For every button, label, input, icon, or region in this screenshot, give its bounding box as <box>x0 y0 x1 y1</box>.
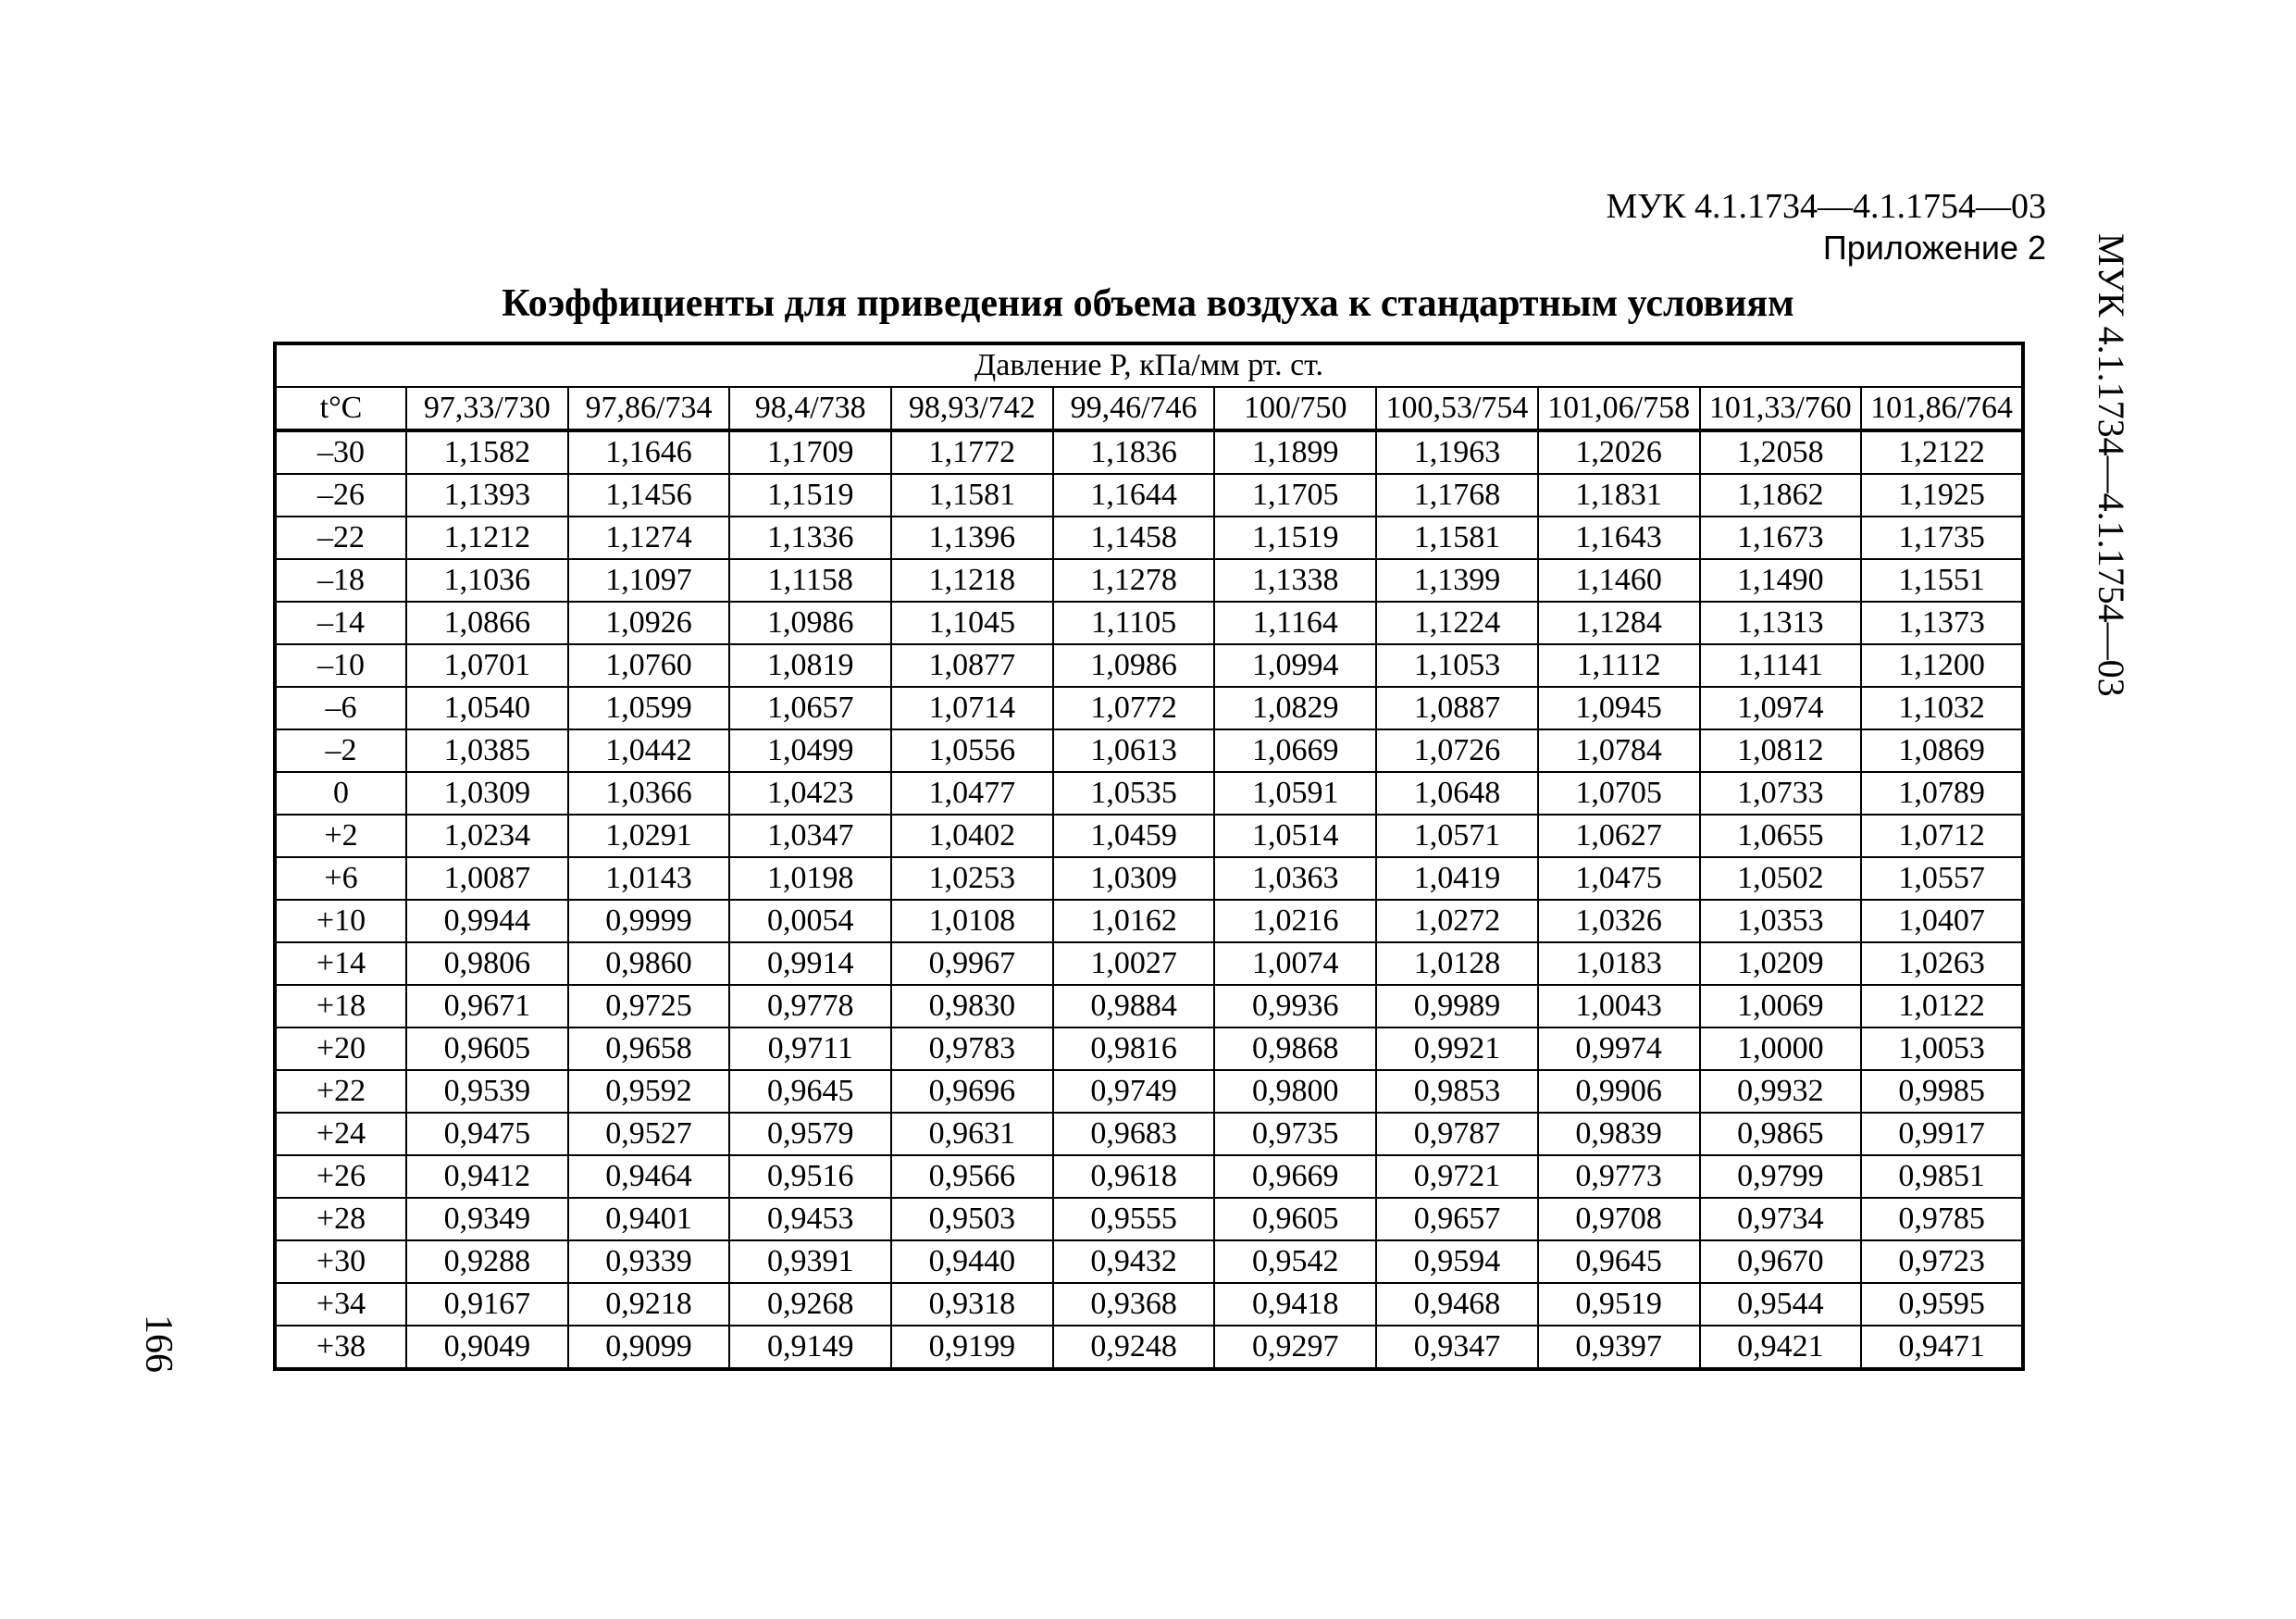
coefficient-cell: 1,1336 <box>729 517 891 559</box>
coefficient-cell: 0,9199 <box>891 1326 1053 1369</box>
coefficient-cell: 0,9542 <box>1214 1240 1376 1283</box>
coefficient-cell: 0,9218 <box>568 1283 730 1326</box>
coefficient-cell: 1,1141 <box>1700 644 1862 687</box>
coefficient-cell: 1,0419 <box>1376 857 1538 900</box>
coefficient-cell: 1,1646 <box>568 430 730 474</box>
coefficient-cell: 1,0772 <box>1053 687 1215 729</box>
coefficient-cell: 0,9347 <box>1376 1326 1538 1369</box>
coefficient-cell: 0,9432 <box>1053 1240 1215 1283</box>
coefficient-cell: 0,9555 <box>1053 1198 1215 1240</box>
coefficient-cell: 1,0733 <box>1700 772 1862 815</box>
coefficient-cell: 1,0272 <box>1376 900 1538 942</box>
coefficient-cell: 0,9985 <box>1861 1070 2023 1113</box>
coefficient-cell: 1,0347 <box>729 815 891 857</box>
temperature-cell: –10 <box>275 644 406 687</box>
coefficient-cell: 1,1158 <box>729 559 891 602</box>
coefficient-cell: 0,9725 <box>568 985 730 1027</box>
coefficient-cell: 0,9806 <box>406 942 568 985</box>
coefficient-cell: 0,9658 <box>568 1027 730 1070</box>
coefficient-cell: 1,0043 <box>1538 985 1700 1027</box>
coefficient-cell: 1,0183 <box>1538 942 1700 985</box>
coefficient-cell: 1,0209 <box>1700 942 1862 985</box>
coefficient-cell: 0,9816 <box>1053 1027 1215 1070</box>
temperature-cell: +38 <box>275 1326 406 1369</box>
coefficient-cell: 0,0054 <box>729 900 891 942</box>
coefficient-cell: 0,9999 <box>568 900 730 942</box>
pressure-column-header: 101,33/760 <box>1700 387 1862 430</box>
coefficient-cell: 0,9605 <box>406 1027 568 1070</box>
coefficient-cell: 1,0108 <box>891 900 1053 942</box>
coefficient-cell: 1,0648 <box>1376 772 1538 815</box>
coefficient-cell: 0,9785 <box>1861 1198 2023 1240</box>
coefficient-cell: 1,1338 <box>1214 559 1376 602</box>
coefficient-cell: 0,9778 <box>729 985 891 1027</box>
coefficient-cell: 1,1284 <box>1538 602 1700 644</box>
coefficient-cell: 1,0714 <box>891 687 1053 729</box>
coefficient-cell: 1,1490 <box>1700 559 1862 602</box>
temperature-header: t°C <box>275 387 406 430</box>
coefficient-cell: 1,0385 <box>406 729 568 772</box>
coefficient-cell: 0,9735 <box>1214 1113 1376 1155</box>
coefficient-cell: 1,0557 <box>1861 857 2023 900</box>
coefficient-cell: 1,1862 <box>1700 474 1862 517</box>
coefficient-cell: 1,0477 <box>891 772 1053 815</box>
coefficient-cell: 1,0122 <box>1861 985 2023 1027</box>
coefficient-cell: 1,0053 <box>1861 1027 2023 1070</box>
coefficient-cell: 0,9944 <box>406 900 568 942</box>
coefficient-cell: 1,1768 <box>1376 474 1538 517</box>
table-row <box>275 559 2023 602</box>
coefficient-cell: 1,0128 <box>1376 942 1538 985</box>
pressure-column-header: 98,4/738 <box>729 387 891 430</box>
coefficient-cell: 0,9539 <box>406 1070 568 1113</box>
coefficient-cell: 1,1735 <box>1861 517 2023 559</box>
coefficient-cell: 0,9721 <box>1376 1155 1538 1198</box>
coefficient-cell: 0,9734 <box>1700 1198 1862 1240</box>
coefficient-cell: 1,0869 <box>1861 729 2023 772</box>
coefficient-cell: 1,0712 <box>1861 815 2023 857</box>
temperature-cell: +28 <box>275 1198 406 1240</box>
coefficient-cell: 1,1036 <box>406 559 568 602</box>
coefficient-cell: 1,0069 <box>1700 985 1862 1027</box>
table-row <box>275 1198 2023 1240</box>
coefficient-cell: 0,9683 <box>1053 1113 1215 1155</box>
table-row <box>275 430 2023 474</box>
coefficient-cell: 0,9645 <box>1538 1240 1700 1283</box>
pressure-column-header: 101,06/758 <box>1538 387 1700 430</box>
coefficient-cell: 1,0599 <box>568 687 730 729</box>
coefficient-cell: 1,1278 <box>1053 559 1215 602</box>
table-row <box>275 985 2023 1027</box>
coefficient-cell: 1,0726 <box>1376 729 1538 772</box>
coefficient-cell: 1,0556 <box>891 729 1053 772</box>
coefficient-cell: 0,9967 <box>891 942 1053 985</box>
coefficient-cell: 0,9851 <box>1861 1155 2023 1198</box>
coefficient-cell: 1,1460 <box>1538 559 1700 602</box>
coefficient-cell: 1,1772 <box>891 430 1053 474</box>
coefficient-cell: 1,1963 <box>1376 430 1538 474</box>
coefficient-cell: 1,0326 <box>1538 900 1700 942</box>
coefficient-cell: 0,9865 <box>1700 1113 1862 1155</box>
coefficient-cell: 1,1456 <box>568 474 730 517</box>
table-row <box>275 474 2023 517</box>
coefficient-cell: 1,0669 <box>1214 729 1376 772</box>
coefficient-cell: 0,9989 <box>1376 985 1538 1027</box>
coefficient-cell: 0,9527 <box>568 1113 730 1155</box>
table-body <box>275 430 2023 1369</box>
temperature-cell: +22 <box>275 1070 406 1113</box>
temperature-cell: +6 <box>275 857 406 900</box>
coefficient-cell: 1,0812 <box>1700 729 1862 772</box>
coefficient-cell: 1,0571 <box>1376 815 1538 857</box>
coefficient-cell: 1,0499 <box>729 729 891 772</box>
coefficient-cell: 1,0263 <box>1861 942 2023 985</box>
coefficients-table <box>273 342 2025 1371</box>
coefficient-cell: 1,0363 <box>1214 857 1376 900</box>
appendix-label: Приложение 2 <box>1822 229 2046 267</box>
coefficient-cell: 0,9519 <box>1538 1283 1700 1326</box>
coefficient-cell: 0,9149 <box>729 1326 891 1369</box>
coefficient-cell: 1,0216 <box>1214 900 1376 942</box>
coefficient-cell: 1,0407 <box>1861 900 2023 942</box>
temperature-cell: –22 <box>275 517 406 559</box>
coefficient-cell: 1,0162 <box>1053 900 1215 942</box>
coefficient-cell: 1,0309 <box>406 772 568 815</box>
coefficient-cell: 0,9503 <box>891 1198 1053 1240</box>
coefficient-cell: 1,0591 <box>1214 772 1376 815</box>
coefficient-cell: 0,9605 <box>1214 1198 1376 1240</box>
coefficient-cell: 1,0627 <box>1538 815 1700 857</box>
coefficient-cell: 1,1097 <box>568 559 730 602</box>
coefficient-cell: 1,0027 <box>1053 942 1215 985</box>
coefficient-cell: 1,2122 <box>1861 430 2023 474</box>
coefficient-cell: 1,0657 <box>729 687 891 729</box>
coefficient-cell: 1,0402 <box>891 815 1053 857</box>
coefficient-cell: 1,0143 <box>568 857 730 900</box>
coefficient-cell: 1,1581 <box>891 474 1053 517</box>
temperature-cell: –30 <box>275 430 406 474</box>
coefficient-cell: 0,9391 <box>729 1240 891 1283</box>
pressure-columns-row <box>275 387 2023 430</box>
coefficient-cell: 0,9453 <box>729 1198 891 1240</box>
coefficient-cell: 0,9723 <box>1861 1240 2023 1283</box>
coefficient-cell: 0,9773 <box>1538 1155 1700 1198</box>
coefficient-cell: 0,9268 <box>729 1283 891 1326</box>
table-row <box>275 857 2023 900</box>
table-row <box>275 815 2023 857</box>
coefficient-cell: 1,0887 <box>1376 687 1538 729</box>
pressure-column-header: 98,93/742 <box>891 387 1053 430</box>
coefficient-cell: 1,1519 <box>1214 517 1376 559</box>
coefficient-cell: 0,9696 <box>891 1070 1053 1113</box>
temperature-cell: +18 <box>275 985 406 1027</box>
pressure-header: Давление P, кПа/мм рт. ст. <box>275 343 2023 387</box>
coefficient-cell: 0,9800 <box>1214 1070 1376 1113</box>
coefficient-cell: 0,9099 <box>568 1326 730 1369</box>
table-row <box>275 1070 2023 1113</box>
coefficient-cell: 0,9670 <box>1700 1240 1862 1283</box>
document-code: МУК 4.1.1734—4.1.1754—03 <box>1606 187 2046 226</box>
coefficient-cell: 1,0945 <box>1538 687 1700 729</box>
coefficient-cell: 0,9412 <box>406 1155 568 1198</box>
coefficient-cell: 1,0701 <box>406 644 568 687</box>
coefficient-cell: 1,1673 <box>1700 517 1862 559</box>
coefficient-cell: 0,9475 <box>406 1113 568 1155</box>
coefficient-cell: 0,9297 <box>1214 1326 1376 1369</box>
coefficient-cell: 0,9397 <box>1538 1326 1700 1369</box>
coefficient-cell: 1,0502 <box>1700 857 1862 900</box>
coefficient-cell: 1,0705 <box>1538 772 1700 815</box>
coefficient-cell: 1,1313 <box>1700 602 1862 644</box>
temperature-cell: –18 <box>275 559 406 602</box>
coefficient-cell: 0,9595 <box>1861 1283 2023 1326</box>
coefficient-cell: 1,0234 <box>406 815 568 857</box>
coefficient-cell: 1,1643 <box>1538 517 1700 559</box>
pressure-column-header: 100,53/754 <box>1376 387 1538 430</box>
coefficient-cell: 1,0974 <box>1700 687 1862 729</box>
coefficient-cell: 1,0789 <box>1861 772 2023 815</box>
coefficient-cell: 0,9594 <box>1376 1240 1538 1283</box>
coefficient-cell: 1,1212 <box>406 517 568 559</box>
coefficient-cell: 0,9921 <box>1376 1027 1538 1070</box>
coefficient-cell: 1,0291 <box>568 815 730 857</box>
table-row <box>275 1283 2023 1326</box>
coefficient-cell: 1,1705 <box>1214 474 1376 517</box>
coefficient-cell: 0,9669 <box>1214 1155 1376 1198</box>
table-row <box>275 644 2023 687</box>
coefficient-cell: 1,0459 <box>1053 815 1215 857</box>
coefficient-cell: 1,0535 <box>1053 772 1215 815</box>
coefficient-cell: 1,1519 <box>729 474 891 517</box>
coefficient-cell: 0,9421 <box>1700 1326 1862 1369</box>
coefficient-cell: 1,0074 <box>1214 942 1376 985</box>
coefficient-cell: 1,0253 <box>891 857 1053 900</box>
coefficient-cell: 1,1105 <box>1053 602 1215 644</box>
coefficient-cell: 0,9566 <box>891 1155 1053 1198</box>
temperature-cell: +34 <box>275 1283 406 1326</box>
pressure-column-header: 100/750 <box>1214 387 1376 430</box>
coefficient-cell: 0,9368 <box>1053 1283 1215 1326</box>
coefficient-cell: 0,9868 <box>1214 1027 1376 1070</box>
coefficient-cell: 0,9884 <box>1053 985 1215 1027</box>
coefficient-cell: 1,1053 <box>1376 644 1538 687</box>
table-row <box>275 942 2023 985</box>
coefficient-cell: 0,9592 <box>568 1070 730 1113</box>
pressure-column-header: 97,33/730 <box>406 387 568 430</box>
coefficient-cell: 0,9657 <box>1376 1198 1538 1240</box>
coefficient-cell: 1,0613 <box>1053 729 1215 772</box>
coefficient-cell: 0,9339 <box>568 1240 730 1283</box>
coefficient-cell: 1,1373 <box>1861 602 2023 644</box>
coefficient-cell: 1,1393 <box>406 474 568 517</box>
coefficient-cell: 1,0353 <box>1700 900 1862 942</box>
coefficient-cell: 0,9471 <box>1861 1326 2023 1369</box>
coefficient-cell: 1,0442 <box>568 729 730 772</box>
temperature-cell: +2 <box>275 815 406 857</box>
temperature-cell: +20 <box>275 1027 406 1070</box>
coefficient-cell: 0,9401 <box>568 1198 730 1240</box>
coefficient-cell: 0,9787 <box>1376 1113 1538 1155</box>
temperature-cell: +24 <box>275 1113 406 1155</box>
coefficient-cell: 1,2058 <box>1700 430 1862 474</box>
temperature-cell: –2 <box>275 729 406 772</box>
coefficient-cell: 0,9248 <box>1053 1326 1215 1369</box>
coefficient-cell: 1,1218 <box>891 559 1053 602</box>
coefficient-cell: 0,9749 <box>1053 1070 1215 1113</box>
table-row <box>275 1155 2023 1198</box>
side-document-code: МУК 4.1.1734—4.1.1754—03 <box>2091 233 2132 697</box>
temperature-cell: +26 <box>275 1155 406 1198</box>
table-row <box>275 1027 2023 1070</box>
coefficient-cell: 0,9830 <box>891 985 1053 1027</box>
coefficient-cell: 0,9318 <box>891 1283 1053 1326</box>
temperature-cell: 0 <box>275 772 406 815</box>
coefficient-cell: 1,1925 <box>1861 474 2023 517</box>
coefficient-cell: 1,0986 <box>1053 644 1215 687</box>
coefficient-cell: 0,9839 <box>1538 1113 1700 1155</box>
coefficient-cell: 1,0000 <box>1700 1027 1862 1070</box>
coefficient-cell: 1,0784 <box>1538 729 1700 772</box>
coefficient-cell: 1,0986 <box>729 602 891 644</box>
coefficient-cell: 0,9631 <box>891 1113 1053 1155</box>
coefficient-cell: 0,9544 <box>1700 1283 1862 1326</box>
coefficient-cell: 1,0309 <box>1053 857 1215 900</box>
coefficient-cell: 1,0994 <box>1214 644 1376 687</box>
coefficient-cell: 1,0926 <box>568 602 730 644</box>
coefficient-cell: 0,9349 <box>406 1198 568 1240</box>
coefficient-cell: 0,9932 <box>1700 1070 1862 1113</box>
coefficient-cell: 0,9579 <box>729 1113 891 1155</box>
coefficient-cell: 0,9711 <box>729 1027 891 1070</box>
coefficient-cell: 1,1709 <box>729 430 891 474</box>
table-row <box>275 1113 2023 1155</box>
temperature-cell: +14 <box>275 942 406 985</box>
coefficient-cell: 1,0829 <box>1214 687 1376 729</box>
coefficient-cell: 0,9440 <box>891 1240 1053 1283</box>
temperature-cell: +10 <box>275 900 406 942</box>
coefficient-cell: 0,9799 <box>1700 1155 1862 1198</box>
coefficient-cell: 0,9049 <box>406 1326 568 1369</box>
coefficient-cell: 0,9906 <box>1538 1070 1700 1113</box>
coefficient-cell: 1,0423 <box>729 772 891 815</box>
coefficient-cell: 0,9167 <box>406 1283 568 1326</box>
coefficient-cell: 1,1274 <box>568 517 730 559</box>
table-row <box>275 900 2023 942</box>
coefficient-cell: 1,0366 <box>568 772 730 815</box>
coefficient-cell: 0,9974 <box>1538 1027 1700 1070</box>
coefficient-cell: 1,1551 <box>1861 559 2023 602</box>
page-number: 166 <box>137 1314 180 1373</box>
coefficient-cell: 0,9468 <box>1376 1283 1538 1326</box>
table-row <box>275 1240 2023 1283</box>
coefficient-cell: 1,2026 <box>1538 430 1700 474</box>
coefficient-cell: 1,0087 <box>406 857 568 900</box>
table-row <box>275 729 2023 772</box>
table-row <box>275 517 2023 559</box>
coefficient-cell: 1,0760 <box>568 644 730 687</box>
coefficient-cell: 0,9853 <box>1376 1070 1538 1113</box>
coefficient-cell: 1,1032 <box>1861 687 2023 729</box>
table-row <box>275 687 2023 729</box>
coefficient-cell: 1,0475 <box>1538 857 1700 900</box>
coefficient-cell: 0,9917 <box>1861 1113 2023 1155</box>
table-title: Коэффициенты для приведения объема воздуха к стандартным условиям <box>502 282 1794 325</box>
table-row <box>275 602 2023 644</box>
coefficient-cell: 0,9516 <box>729 1155 891 1198</box>
coefficient-cell: 1,0655 <box>1700 815 1862 857</box>
coefficient-cell: 1,1200 <box>1861 644 2023 687</box>
coefficient-cell: 0,9860 <box>568 942 730 985</box>
coefficient-cell: 0,9708 <box>1538 1198 1700 1240</box>
pressure-column-header: 99,46/746 <box>1053 387 1215 430</box>
pressure-column-header: 101,86/764 <box>1861 387 2023 430</box>
coefficient-cell: 1,1644 <box>1053 474 1215 517</box>
coefficient-cell: 1,0540 <box>406 687 568 729</box>
table-row <box>275 1326 2023 1369</box>
table-row <box>275 772 2023 815</box>
coefficient-cell: 1,1224 <box>1376 602 1538 644</box>
temperature-cell: –26 <box>275 474 406 517</box>
coefficient-cell: 1,1831 <box>1538 474 1700 517</box>
coefficient-cell: 1,1399 <box>1376 559 1538 602</box>
coefficient-cell: 1,1396 <box>891 517 1053 559</box>
coefficient-cell: 0,9618 <box>1053 1155 1215 1198</box>
coefficient-cell: 1,0819 <box>729 644 891 687</box>
coefficient-cell: 0,9936 <box>1214 985 1376 1027</box>
coefficient-cell: 0,9288 <box>406 1240 568 1283</box>
pressure-column-header: 97,86/734 <box>568 387 730 430</box>
coefficient-cell: 1,1164 <box>1214 602 1376 644</box>
coefficient-cell: 0,9418 <box>1214 1283 1376 1326</box>
coefficient-cell: 0,9464 <box>568 1155 730 1198</box>
coefficient-cell: 1,1581 <box>1376 517 1538 559</box>
coefficient-cell: 1,0514 <box>1214 815 1376 857</box>
coefficient-cell: 1,0866 <box>406 602 568 644</box>
coefficient-cell: 0,9645 <box>729 1070 891 1113</box>
coefficient-cell: 0,9783 <box>891 1027 1053 1070</box>
temperature-cell: +30 <box>275 1240 406 1283</box>
coefficient-cell: 1,1045 <box>891 602 1053 644</box>
coefficient-cell: 0,9914 <box>729 942 891 985</box>
coefficient-cell: 1,1836 <box>1053 430 1215 474</box>
coefficient-cell: 1,1582 <box>406 430 568 474</box>
coefficient-cell: 1,1112 <box>1538 644 1700 687</box>
coefficient-cell: 1,1899 <box>1214 430 1376 474</box>
temperature-cell: –6 <box>275 687 406 729</box>
coefficient-cell: 1,1458 <box>1053 517 1215 559</box>
coefficient-cell: 1,0877 <box>891 644 1053 687</box>
coefficient-cell: 1,0198 <box>729 857 891 900</box>
coefficient-cell: 0,9671 <box>406 985 568 1027</box>
temperature-cell: –14 <box>275 602 406 644</box>
